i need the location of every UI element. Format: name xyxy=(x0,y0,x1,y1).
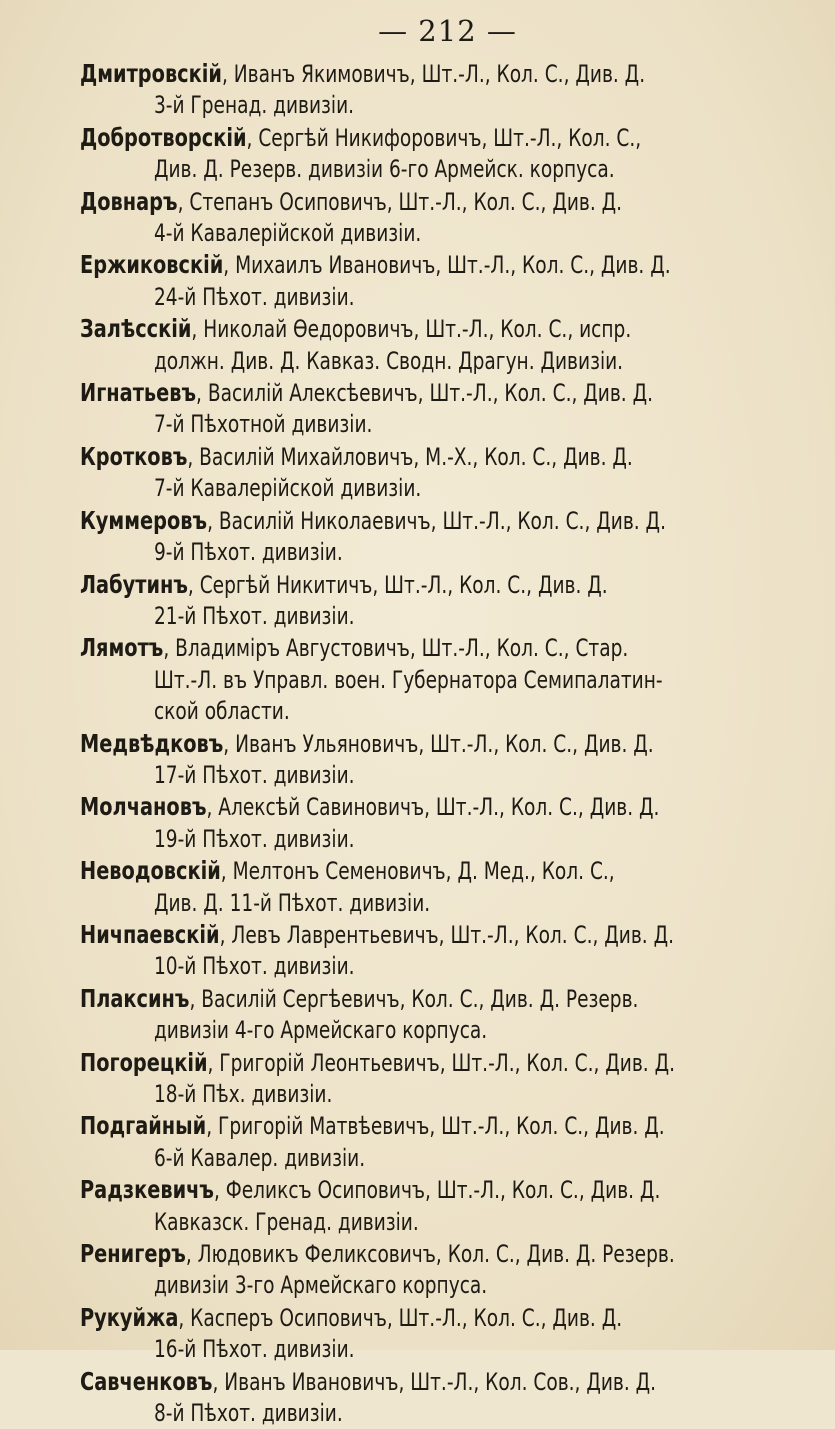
entry-continuation-line: 7-й Кавалерійской дивизіи. xyxy=(153,474,422,503)
entry-first-line xyxy=(80,983,803,1015)
entry-surname: Лямотъ xyxy=(80,633,164,663)
entry-continuation-line: 4-й Кавалерійской дивизіи. xyxy=(153,219,422,248)
entry-continuation-line: 16-й Пѣхот. дивизіи. xyxy=(153,1335,355,1364)
entry-first-line xyxy=(80,1366,803,1398)
directory-entry xyxy=(80,122,805,186)
entry-first-line xyxy=(80,919,803,951)
entry-list xyxy=(80,58,805,1429)
directory-entry xyxy=(80,377,805,441)
entry-surname: Ничпаевскій xyxy=(80,919,220,949)
entry-surname: Плаксинъ xyxy=(80,983,190,1013)
entry-first-line xyxy=(80,1110,803,1142)
entry-first-line xyxy=(80,122,803,154)
entry-surname: Игнатьевъ xyxy=(80,378,197,408)
page-number: — 212 — xyxy=(378,14,517,48)
entry-continuation-line: 17-й Пѣхот. дивизіи. xyxy=(153,760,355,789)
directory-entry xyxy=(80,1238,805,1302)
entry-continuation-line: 7-й Пѣхотной дивизіи. xyxy=(153,410,373,439)
directory-entry xyxy=(80,728,805,792)
directory-entry xyxy=(80,983,805,1047)
directory-entry xyxy=(80,441,805,505)
entry-first-line xyxy=(80,855,803,887)
entry-surname: Залѣсскій xyxy=(80,314,192,344)
directory-entry xyxy=(80,1366,805,1429)
entry-first-line xyxy=(80,1047,803,1079)
directory-entry xyxy=(80,791,805,855)
entry-details: , Степанъ Осиповичъ, Шт.-Л., Кол. С., Див. Д. xyxy=(177,187,623,216)
entry-details: , Иванъ Ивановичъ, Шт.-Л., Кол. Сов., Див. Д. xyxy=(212,1367,657,1396)
entry-first-line xyxy=(80,569,803,601)
entry-first-line xyxy=(80,186,803,218)
directory-entry xyxy=(80,505,805,569)
entry-details: , Феликсъ Осиповичъ, Шт.-Л., Кол. С., Див. Д. xyxy=(213,1176,661,1205)
entry-continuation-line: 19-й Пѣхот. дивизіи. xyxy=(153,824,355,853)
directory-entry xyxy=(80,569,805,633)
entry-continuation-line: дивизіи 3-го Армейскаго корпуса. xyxy=(153,1271,488,1300)
entry-first-line xyxy=(80,441,803,473)
entry-details: , Сергѣй Никифоровичъ, Шт.-Л., Кол. С., xyxy=(246,123,642,152)
entry-continuation-line: 10-й Пѣхот. дивизіи. xyxy=(153,952,355,981)
entry-details: , Мелтонъ Семеновичъ, Д. Мед., Кол. С., xyxy=(220,857,615,886)
entry-details: , Григорій Матвѣевичъ, Шт.-Л., Кол. С., Див. Д. xyxy=(206,1112,665,1141)
entry-surname: Медвѣдковъ xyxy=(80,728,224,758)
entry-details: , Василій Николаевичъ, Шт.-Л., Кол. С., Див. Д. xyxy=(207,506,666,535)
directory-entry xyxy=(80,1047,805,1111)
directory-entry xyxy=(80,186,805,250)
entry-surname: Подгайный xyxy=(80,1111,207,1141)
entry-surname: Рукуйжа xyxy=(80,1302,179,1332)
directory-entry xyxy=(80,58,805,122)
entry-continuation-line: дивизіи 4-го Армейскаго корпуса. xyxy=(153,1016,488,1045)
entry-continuation-line: 3-й Гренад. дивизіи. xyxy=(153,91,355,120)
entry-first-line xyxy=(80,249,803,281)
entry-surname: Радзкевичъ xyxy=(80,1175,214,1205)
entry-details: , Василій Алексѣевичъ, Шт.-Л., Кол. С., Див. Д. xyxy=(196,379,653,408)
directory-entry xyxy=(80,855,805,919)
entry-details: , Иванъ Якимовичъ, Шт.-Л., Кол. С., Див. Д. xyxy=(221,60,646,88)
entry-continuation-line: 6-й Кавалер. дивизіи. xyxy=(153,1143,366,1172)
entry-surname: Куммеровъ xyxy=(80,505,208,535)
entry-surname: Довнаръ xyxy=(80,186,178,216)
entry-continuation-line: Див. Д. Резерв. дивизіи 6-го Армейск. корпуса. xyxy=(153,155,615,184)
entry-first-line xyxy=(80,632,803,664)
entry-continuation-line: 18-й Пѣх. дивизіи. xyxy=(153,1080,333,1108)
entry-surname: Савченковъ xyxy=(80,1366,213,1396)
entry-details: , Николай Ѳедоровичъ, Шт.-Л., Кол. С., испр. xyxy=(191,315,632,344)
entry-first-line xyxy=(80,1238,803,1270)
entry-surname: Кротковъ xyxy=(80,441,188,471)
entry-details: , Василій Сергѣевичъ, Кол. С., Див. Д. Резерв. xyxy=(189,984,639,1013)
entry-first-line xyxy=(80,1174,803,1206)
entry-details: , Михаилъ Ивановичъ, Шт.-Л., Кол. С., Див. Д. xyxy=(223,251,671,280)
directory-entry xyxy=(80,249,805,313)
entry-surname: Погорецкій xyxy=(80,1047,208,1077)
entry-surname: Лабутинъ xyxy=(80,569,188,599)
entry-details: , Василій Михайловичъ, М.-Х., Кол. С., Див. Д. xyxy=(187,442,633,471)
entry-first-line xyxy=(80,791,803,823)
entry-details: , Людовикъ Феликсовичъ, Кол. С., Див. Д. Резерв. xyxy=(185,1240,675,1269)
entry-continuation-line: Див. Д. 11-й Пѣхот. дивизіи. xyxy=(153,888,431,917)
entry-details: , Владиміръ Августовичъ, Шт.-Л., Кол. С., Стар. xyxy=(163,634,629,663)
entry-surname: Дмитровскій xyxy=(80,59,222,88)
entry-continuation-line: 21-й Пѣхот. дивизіи. xyxy=(153,601,355,630)
entry-details: , Левъ Лаврентьевичъ, Шт.-Л., Кол. С., Див. Д. xyxy=(219,920,674,949)
entry-continuation-line: ской области. xyxy=(153,697,290,726)
directory-entry xyxy=(80,1110,805,1174)
entry-surname: Неводовскій xyxy=(80,856,221,886)
entry-first-line xyxy=(80,313,803,345)
entry-first-line xyxy=(80,1302,803,1334)
entry-surname: Добротворскій xyxy=(80,122,247,152)
entry-continuation-line: 8-й Пѣхот. дивизіи. xyxy=(153,1399,343,1428)
entry-first-line xyxy=(80,505,803,537)
entry-first-line xyxy=(80,728,803,760)
entry-first-line xyxy=(80,58,803,90)
entry-continuation-line: 9-й Пѣхот. дивизіи. xyxy=(153,538,343,567)
directory-entry xyxy=(80,919,805,983)
directory-entry xyxy=(80,632,805,727)
entry-details: , Григорій Леонтьевичъ, Шт.-Л., Кол. С., Див. Д. xyxy=(207,1048,676,1077)
entry-details: , Сергѣй Никитичъ, Шт.-Л., Кол. С., Див. Д. xyxy=(187,570,608,599)
entry-continuation-line: 24-й Пѣхот. дивизіи. xyxy=(153,282,355,311)
entry-surname: Ержиковскій xyxy=(80,250,224,280)
entry-continuation-line: Шт.-Л. въ Управл. воен. Губернатора Семипалатин- xyxy=(153,665,663,694)
entry-surname: Молчановъ xyxy=(80,792,207,822)
entry-continuation-line: должн. Див. Д. Кавказ. Сводн. Драгун. Дивизіи. xyxy=(153,346,624,375)
entry-first-line xyxy=(80,377,803,409)
entry-details: , Иванъ Ульяновичъ, Шт.-Л., Кол. С., Див. Д. xyxy=(223,729,654,758)
directory-entry xyxy=(80,313,805,377)
directory-entry xyxy=(80,1302,805,1366)
directory-entry xyxy=(80,1174,805,1238)
entry-continuation-line: Кавказск. Гренад. дивизіи. xyxy=(153,1207,419,1236)
entry-details: , Алексѣй Савиновичъ, Шт.-Л., Кол. С., Див. Д. xyxy=(206,793,660,822)
entry-details: , Касперъ Осиповичъ, Шт.-Л., Кол. С., Див. Д. xyxy=(178,1303,623,1332)
entry-surname: Ренигеръ xyxy=(80,1239,186,1269)
